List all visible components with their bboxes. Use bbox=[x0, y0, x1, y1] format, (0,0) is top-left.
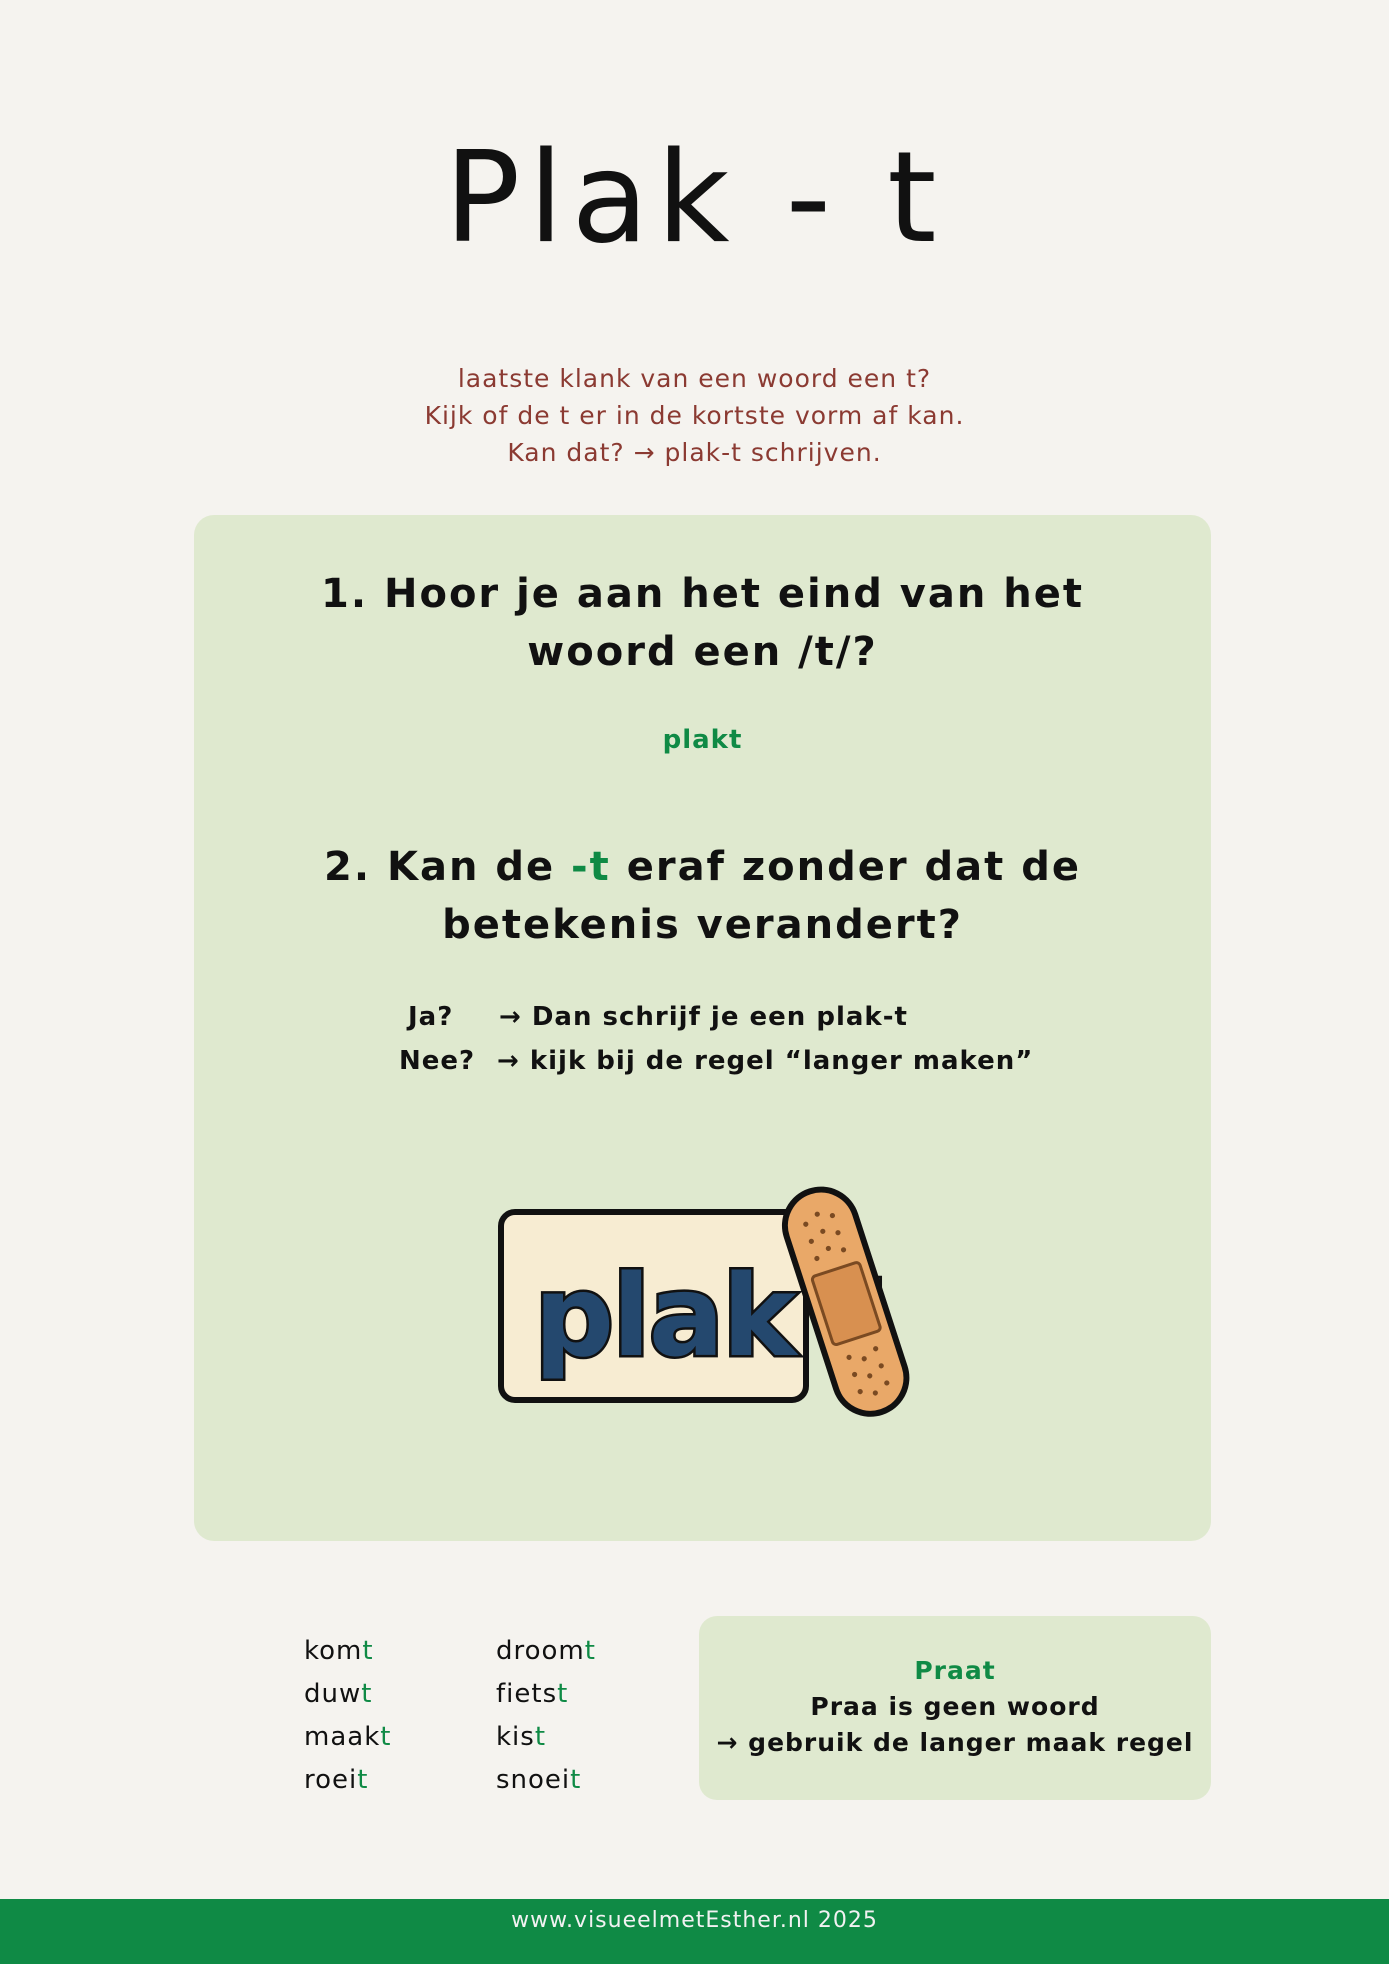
intro-line-3: Kan dat? → plak-t schrijven. bbox=[507, 438, 882, 467]
intro-line-2: Kijk of de t er in de kortste vorm af kan. bbox=[424, 401, 965, 430]
word-item: droomt bbox=[496, 1636, 596, 1666]
question-2 bbox=[194, 838, 1211, 954]
note-line-2: → gebruik de langer maak regel bbox=[716, 1728, 1194, 1757]
word-item: duwt bbox=[304, 1679, 373, 1709]
example-words-column-2 bbox=[496, 1630, 596, 1802]
footer-url[interactable]: www.visueelmetEsther.nl 2025 bbox=[511, 1908, 878, 1933]
example-words-column-1 bbox=[304, 1630, 391, 1802]
question-2-prefix: 2. Kan de bbox=[324, 844, 572, 890]
rule-card bbox=[194, 515, 1211, 1541]
question-2-suffix: eraf zonder dat de betekenis verandert? bbox=[442, 844, 1081, 948]
answer-no-value: → kijk bij de regel “langer maken” bbox=[497, 1046, 1034, 1076]
intro-line-1: laatste klank van een woord een t? bbox=[457, 364, 932, 393]
note-line-1: Praa is geen woord bbox=[810, 1692, 1100, 1721]
word-item: snoeit bbox=[496, 1765, 582, 1795]
footer-bar bbox=[0, 1899, 1389, 1964]
word-item: kist bbox=[496, 1722, 547, 1752]
question-1 bbox=[194, 565, 1211, 681]
answer-yes-key: Ja? bbox=[408, 1002, 454, 1032]
word-item: komt bbox=[304, 1636, 374, 1666]
word-item: roeit bbox=[304, 1765, 369, 1795]
question-2-highlight: -t bbox=[571, 844, 611, 890]
question-1-text: 1. Hoor je aan het eind van het woord een /t/? bbox=[321, 571, 1084, 675]
answer-yes-value: → Dan schrijf je een plak-t bbox=[499, 1002, 908, 1032]
word-item: fietst bbox=[496, 1679, 569, 1709]
illustration-word: plak bbox=[534, 1252, 795, 1382]
word-item: maakt bbox=[304, 1722, 392, 1752]
plakt-illustration bbox=[494, 1175, 914, 1435]
answer-no-key: Nee? bbox=[399, 1046, 476, 1076]
exception-note bbox=[699, 1616, 1211, 1800]
note-title: Praat bbox=[914, 1656, 996, 1685]
intro-text bbox=[0, 360, 1389, 471]
page-title: Plak - t bbox=[444, 124, 945, 271]
example-word: plakt bbox=[662, 725, 743, 755]
